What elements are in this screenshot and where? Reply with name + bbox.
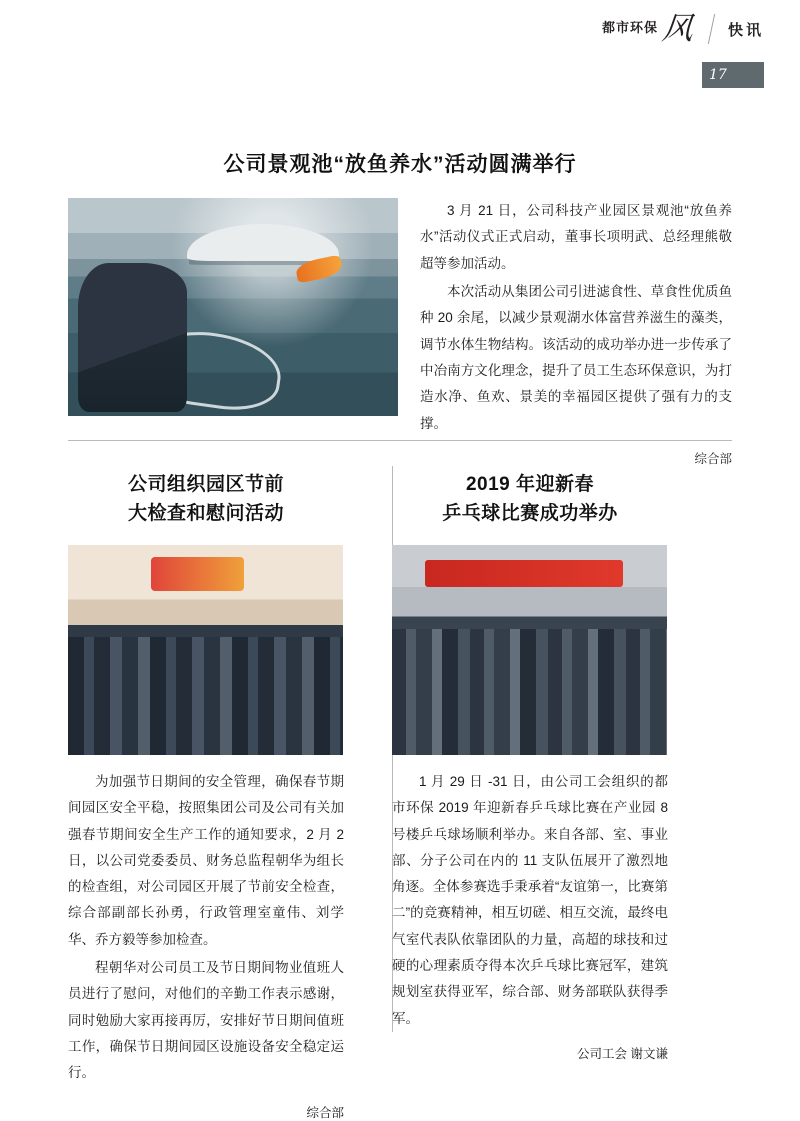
- right-article-title-line2: 乒乓球比赛成功举办: [442, 503, 618, 525]
- right-article-byline: 公司工会 谢文谦: [577, 1047, 668, 1061]
- right-article-title: [392, 470, 668, 529]
- fish-icon: [294, 254, 343, 283]
- masthead-logo: [601, 10, 695, 47]
- top-article: [68, 148, 732, 471]
- left-article-paragraph-2: 程朝华对公司员工及节日期间物业值班人员进行了慰问，对他们的辛勤工作表示感谢，同时勉励大家再接再厉，安排好节日期间值班工作，确保节日期间园区设施设备安全稳定运行。: [68, 960, 344, 1081]
- left-article-byline: 综合部: [306, 1105, 344, 1120]
- right-article-title-line1: 2019 年迎新春: [465, 474, 595, 495]
- top-article-title: 公司景观池“放鱼养水”活动圆满举行: [223, 153, 577, 176]
- page-header: [0, 0, 800, 83]
- masthead-wind-glyph: 风: [660, 10, 695, 47]
- bottom-columns: [68, 470, 732, 1121]
- top-article-paragraph-2: 本次活动从集团公司引进滤食性、草食性优质鱼种 20 余尾，以减少景观湖水体富营养滋生的藻类，调节水体生物结构。该活动的成功举办进一步传承了中冶南方文化理念，提升了员工生态环保意识，为打造水净、鱼欢、景美的幸福园区提供了强有力的支撑。: [420, 283, 732, 431]
- table-tennis-group-photo: [392, 545, 667, 755]
- net-icon: [136, 324, 285, 417]
- top-article-text: [420, 198, 732, 471]
- top-article-byline: 综合部: [694, 451, 732, 466]
- top-article-paragraph-1: 3 月 21 日，公司科技产业园区景观池“放鱼养水”活动仪式正式启动，董事长项明武、总经理熊敬超等参加活动。: [420, 203, 732, 271]
- left-article-title-line2: 大检查和慰问活动: [127, 503, 284, 525]
- section-label: 快讯: [727, 21, 764, 39]
- left-article-paragraph-1: 为加强节日期间的安全管理，确保春节期间园区安全平稳，按照集团公司及公司有关加强春节期间安全生产工作的通知要求，2 月 2 日，以公司党委委员、财务总监程朝华为组长的检查组，对公司园区开展了节前安全检查，综合部副部长孙勇，行政管理室童伟、刘学华、乔方毅等参加检查。: [68, 773, 344, 947]
- top-article-body: [68, 198, 732, 471]
- header-inner: [601, 10, 764, 47]
- header-divider: [708, 14, 715, 44]
- left-article-title: [68, 470, 344, 529]
- left-article-text: [68, 769, 344, 1087]
- page-number-badge: [702, 62, 764, 88]
- left-article: [68, 470, 344, 1121]
- page-number-text: 17: [709, 67, 727, 83]
- masthead-company-name: 都市环保: [601, 20, 658, 36]
- staff-group-lobby-photo: [68, 545, 343, 755]
- lake-fish-release-photo: [68, 198, 398, 416]
- horizontal-divider: [68, 440, 732, 441]
- right-article: [392, 470, 668, 1121]
- right-article-text: [392, 769, 668, 1032]
- right-article-paragraph-1: 1 月 29 日 -31 日，由公司工会组织的都市环保 2019 年迎新春乒乓球比赛在产业园 8 号楼乒乓球场顺利举办。来自各部、室、事业部、分子公司在内的 11 支队伍展开了激烈地角逐。全体参赛选手秉承着“友谊第一，比赛第二”的竞赛精神，相互切磋、相互交流，最终电气室代表队依靠团队的力量，高超的球技和过硬的心理素质夺得本次乒乓球比赛冠军，建筑规划室获得亚军，综合部、财务部联队获得季军。: [392, 773, 668, 1026]
- left-article-title-line1: 公司组织园区节前: [127, 474, 284, 495]
